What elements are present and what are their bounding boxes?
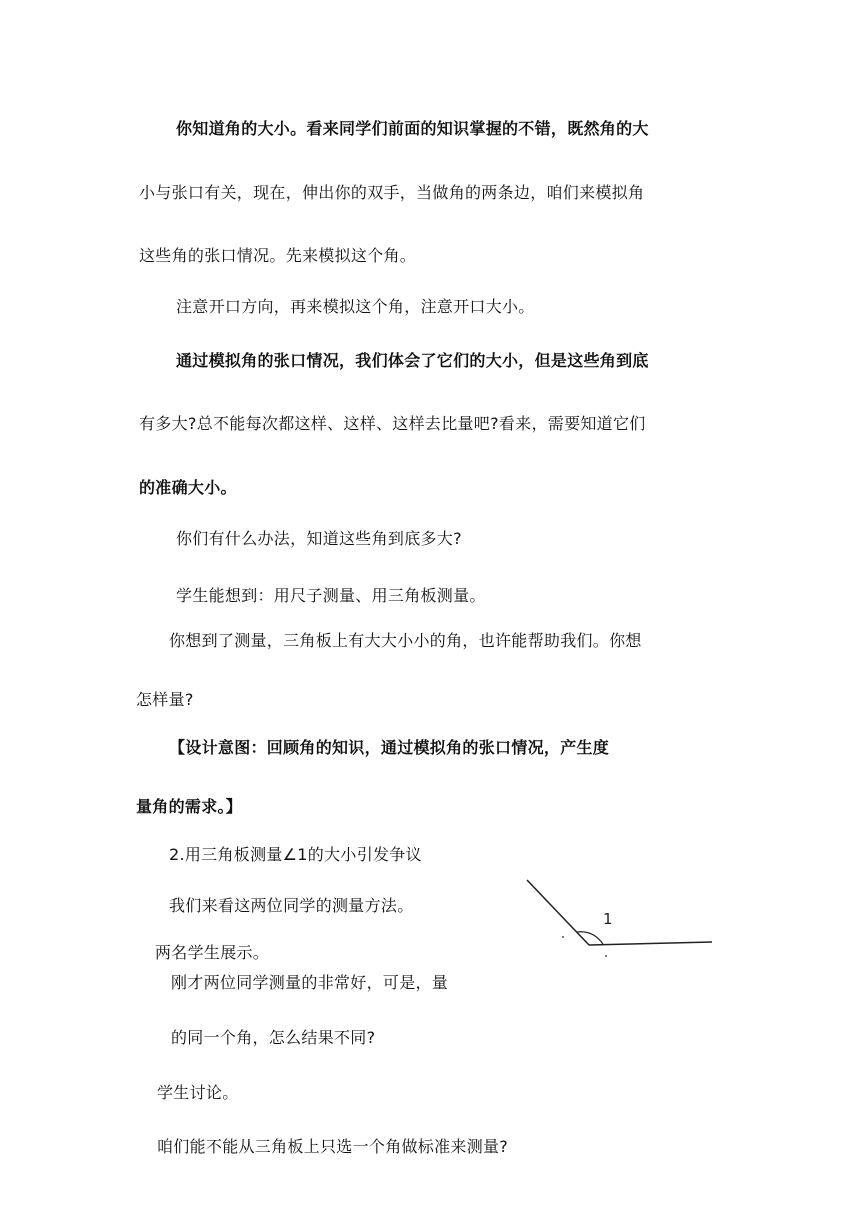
dot-bottom	[605, 955, 607, 957]
paragraph-2: 小与张口有关，现在，伸出你的双手，当做角的两条边，咱们来模拟角	[139, 183, 645, 202]
paragraph-3: 这些角的张口情况。先来模拟这个角。	[139, 246, 417, 265]
angle-figure	[515, 872, 720, 962]
paragraph-4: 注意开口方向，再来模拟这个角，注意开口大小。	[176, 297, 535, 316]
paragraph-11: 怎样量?	[136, 690, 194, 709]
paragraph-9: 学生能想到：用尺子测量、用三角板测量。	[176, 586, 486, 605]
paragraph-12: 【设计意图：回顾角的知识，通过模拟角的张口情况，产生度	[169, 738, 610, 757]
paragraph-15: 我们来看这两位同学的测量方法。	[169, 896, 414, 915]
paragraph-8: 你们有什么办法，知道这些角到底多大?	[176, 529, 462, 548]
angle-arc	[577, 932, 603, 944]
paragraph-1: 你知道角的大小。看来同学们前面的知识掌握的不错，既然角的大	[176, 119, 649, 138]
paragraph-20: 咱们能不能从三角板上只选一个角做标准来测量?	[157, 1137, 509, 1156]
paragraph-6: 有多大?总不能每次都这样、这样、这样去比量吧?看来，需要知道它们	[139, 414, 646, 433]
paragraph-13: 量角的需求。】	[136, 797, 243, 816]
dot-left	[562, 936, 564, 938]
paragraph-16: 两名学生展示。	[155, 943, 270, 962]
paragraph-5: 通过模拟角的张口情况，我们体会了它们的大小，但是这些角到底	[176, 351, 649, 370]
paragraph-14: 2.用三角板测量∠1的大小引发争议	[169, 845, 422, 864]
paragraph-7: 的准确大小。	[139, 478, 237, 497]
angle-label: 1	[603, 910, 613, 928]
paragraph-19: 学生讨论。	[157, 1083, 239, 1102]
angle-ray-upper	[527, 880, 589, 945]
paragraph-17: 刚才两位同学测量的非常好，可是，量	[171, 973, 449, 992]
angle-ray-lower	[589, 942, 712, 945]
paragraph-10: 你想到了测量，三角板上有大大小小的角，也许能帮助我们。你想	[169, 631, 642, 650]
paragraph-18: 的同一个角，怎么结果不同?	[171, 1028, 376, 1047]
